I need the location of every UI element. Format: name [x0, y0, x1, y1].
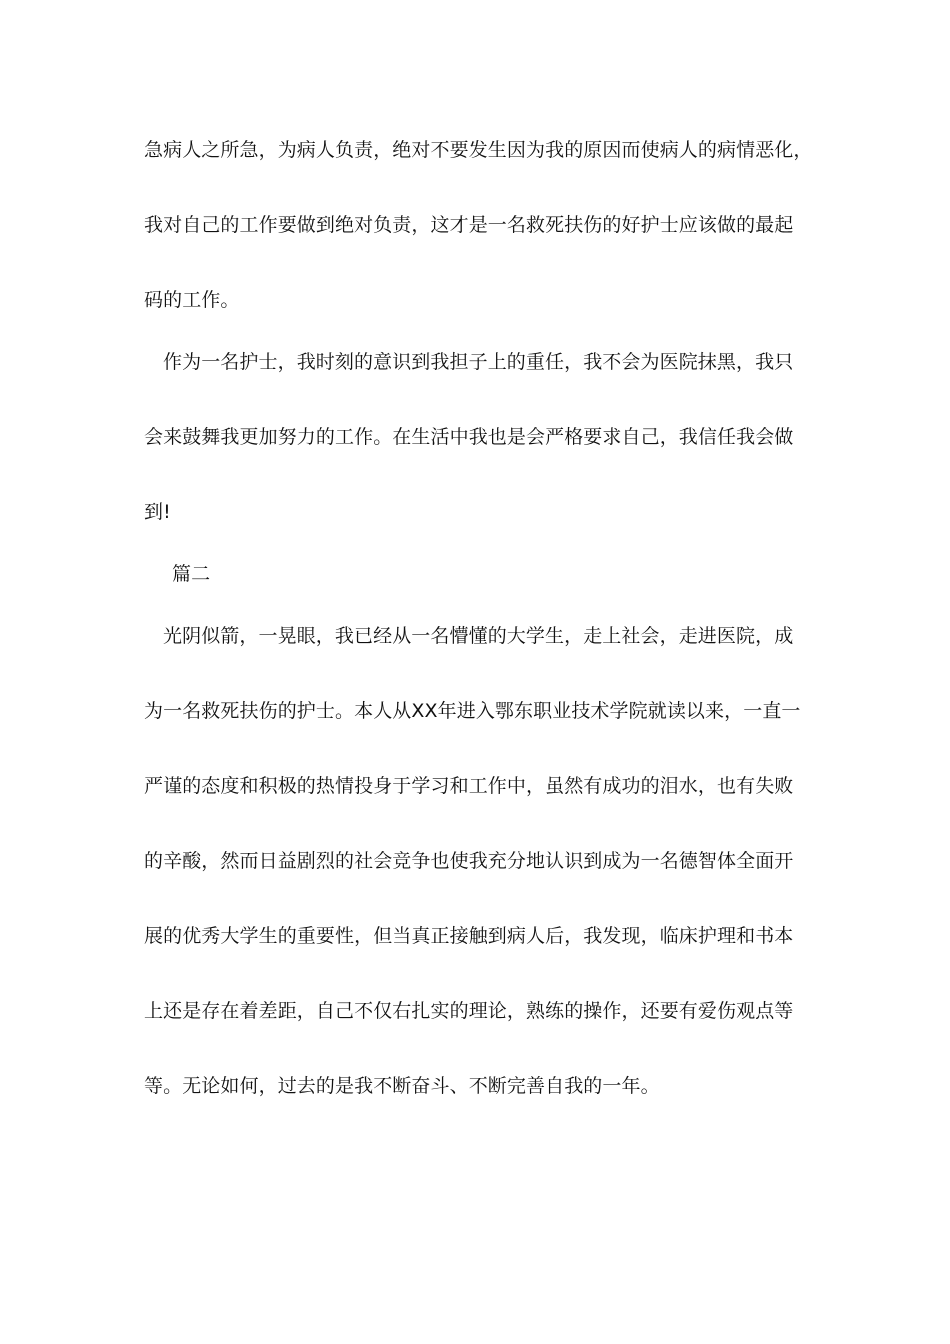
- paragraph-line: 光阴似箭，一晃眼，我已经从一名懵懂的大学生，走上社会，走进医院，成: [163, 625, 794, 647]
- paragraph-line: 上还是存在着差距，自己不仅右扎实的理论，熟练的操作，还要有爱伤观点等: [144, 1000, 794, 1022]
- paragraph-line: 的辛酸，然而日益剧烈的社会竞争也使我充分地认识到成为一名德智体全面开: [144, 850, 794, 872]
- paragraph-line: 等。无论如何，过去的是我不断奋斗、不断完善自我的一年。: [144, 1075, 660, 1097]
- paragraph-line: 会来鼓舞我更加努力的工作。在生活中我也是会严格要求自己，我信任我会做: [144, 426, 794, 448]
- paragraph-line: 严谨的态度和积极的热情投身于学习和工作中，虽然有成功的泪水，也有失败: [144, 775, 794, 797]
- paragraph-line: 急病人之所急，为病人负责，绝对不要发生因为我的原因而使病人的病情恶化，: [144, 139, 813, 161]
- paragraph-line: 到!: [144, 501, 171, 523]
- paragraph-line: 码的工作。: [144, 289, 240, 311]
- section-heading: 篇二: [172, 563, 211, 585]
- paragraph-line: 作为一名护士，我时刻的意识到我担子上的重任，我不会为医院抹黑，我只: [163, 351, 794, 373]
- paragraph-line: 我对自己的工作要做到绝对负责，这才是一名救死扶伤的好护士应该做的最起: [144, 214, 794, 236]
- paragraph-line: 为一名救死扶伤的护士。本人从XX年进入鄂东职业技术学院就读以来，一直一: [144, 700, 801, 722]
- paragraph-line: 展的优秀大学生的重要性，但当真正接触到病人后，我发现，临床护理和书本: [144, 925, 794, 947]
